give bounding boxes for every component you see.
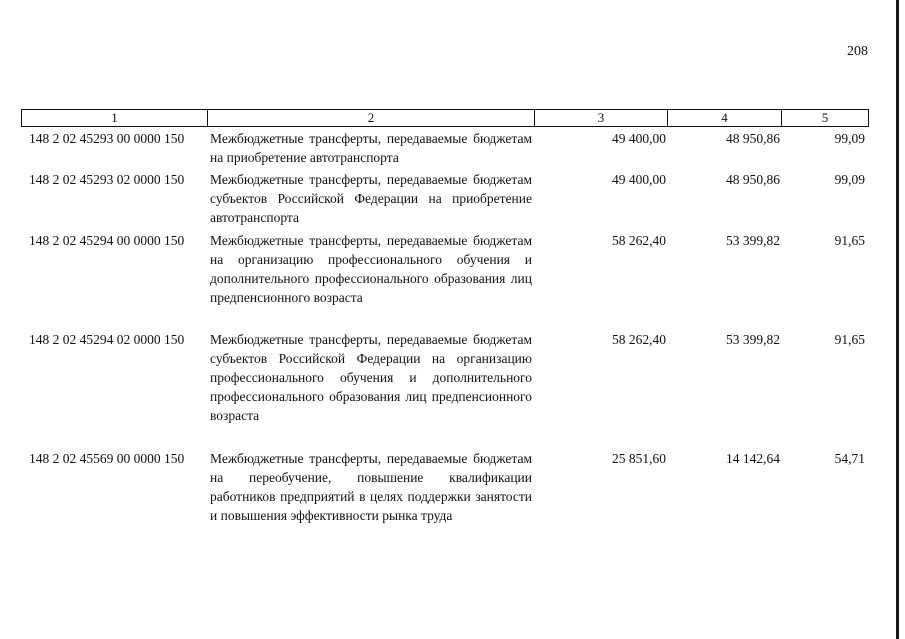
row-col3-value: 58 262,40 (612, 233, 666, 248)
row-col5-value: 91,65 (834, 332, 865, 347)
row-code: 148 2 02 45293 00 0000 150 (29, 131, 185, 146)
row-col5-value: 99,09 (834, 131, 865, 146)
row-col3-value: 49 400,00 (612, 172, 666, 187)
row-description: Межбюджетные трансферты, передаваемые бюджетам на приобретение автотранспорта (210, 131, 532, 165)
column-number-3: 3 (535, 110, 668, 126)
column-number-2: 2 (208, 110, 535, 126)
row-col4-value: 14 142,64 (726, 451, 780, 466)
column-number-1: 1 (22, 110, 208, 126)
row-col5-value: 54,71 (834, 451, 865, 466)
row-code: 148 2 02 45569 00 0000 150 (29, 451, 185, 466)
row-description: Межбюджетные трансферты, передаваемые бюджетам на переобучение, повышение квалификации работников предприятий в целях поддержки занятости и повышения эффективности рынка труда (210, 451, 532, 523)
row-col4-value: 53 399,82 (726, 233, 780, 248)
row-col3-value: 25 851,60 (612, 451, 666, 466)
row-col5-value: 99,09 (834, 172, 865, 187)
row-col4-value: 48 950,86 (726, 131, 780, 146)
column-number-4: 4 (668, 110, 782, 126)
row-code: 148 2 02 45294 02 0000 150 (29, 332, 185, 347)
row-description: Межбюджетные трансферты, передаваемые бюджетам на организацию профессионального обучения и дополнительного профессионального образования лиц предпенсионного возраста (210, 233, 532, 305)
row-description: Межбюджетные трансферты, передаваемые бюджетам субъектов Российской Федерации на организацию профессионального обучения и дополнительного профессионального образования лиц предпенсионного возраста (210, 332, 532, 423)
table-header-row (21, 109, 869, 127)
page-number: 208 (847, 44, 868, 59)
row-code: 148 2 02 45294 00 0000 150 (29, 233, 185, 248)
row-col3-value: 49 400,00 (612, 131, 666, 146)
row-col3-value: 58 262,40 (612, 332, 666, 347)
row-col4-value: 48 950,86 (726, 172, 780, 187)
column-number-5: 5 (821, 110, 829, 125)
row-col4-value: 53 399,82 (726, 332, 780, 347)
row-description: Межбюджетные трансферты, передаваемые бюджетам субъектов Российской Федерации на приобретение автотранспорта (210, 172, 532, 225)
row-code: 148 2 02 45293 02 0000 150 (29, 172, 185, 187)
row-col5-value: 91,65 (834, 233, 865, 248)
scan-edge-line (896, 0, 899, 639)
